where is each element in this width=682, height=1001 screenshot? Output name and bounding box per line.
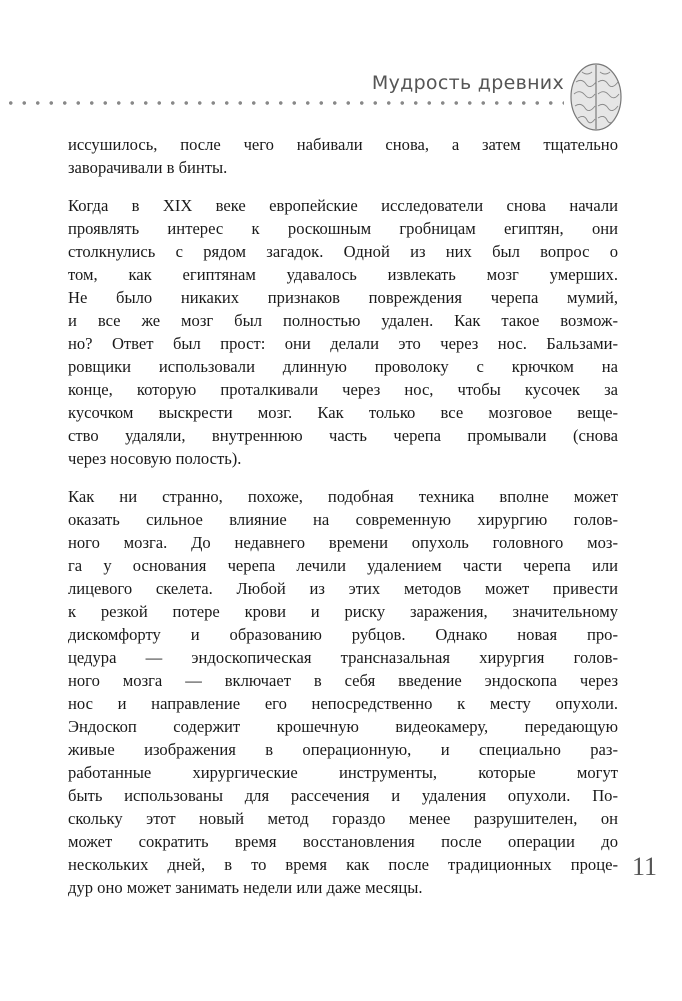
paragraph-3 xyxy=(68,485,618,899)
text-line: дискомфорту и образованию рубцов. Однако новая про- xyxy=(68,625,618,644)
text-line: ного мозга. До недавнего времени опухоль головного моз- xyxy=(68,533,618,552)
text-line: через носовую полость). xyxy=(68,449,242,468)
text-line: ровщики использовали длинную проволоку с крючком на xyxy=(68,357,618,376)
text-line: работанные хирургические инструменты, которые могут xyxy=(68,763,618,782)
text-line: живые изображения в операционную, и специально раз- xyxy=(68,740,618,759)
paragraph-1 xyxy=(68,133,618,179)
text-line: может сократить время восстановления после операции до xyxy=(68,832,618,851)
text-line: лицевого скелета. Любой из этих методов может привести xyxy=(68,579,618,598)
text-line: оказать сильное влияние на современную хирургию голов- xyxy=(68,510,618,529)
text-line: быть использованы для рассечения и удаления опухоли. По- xyxy=(68,786,618,805)
brain-icon xyxy=(568,62,624,132)
text-line: дур оно может занимать недели или даже месяцы. xyxy=(68,878,423,897)
text-line: нос и направление его непосредственно к месту опухоли. xyxy=(68,694,618,713)
text-line: столкнулись с рядом загадок. Одной из них был вопрос о xyxy=(68,242,618,261)
paragraph-2 xyxy=(68,194,618,470)
text-line: Не было никаких признаков повреждения черепа мумий, xyxy=(68,288,618,307)
text-line: Как ни странно, похоже, подобная техника вполне может xyxy=(68,487,618,506)
text-line: нескольких дней, в то время как после традиционных проце- xyxy=(68,855,618,874)
text-line: ство удаляли, внутреннюю часть черепа промывали (снова xyxy=(68,426,618,445)
text-line: проявлять интерес к роскошным гробницам египтян, они xyxy=(68,219,618,238)
text-line: и все же мозг был полностью удален. Как такое возмож- xyxy=(68,311,618,330)
text-line: к резкой потере крови и риску заражения, значительному xyxy=(68,602,618,621)
text-line: конце, которую проталкивали через нос, чтобы кусочек за xyxy=(68,380,618,399)
dotted-rule xyxy=(4,101,564,105)
text-line: Когда в XIX веке европейские исследователи снова начали xyxy=(68,196,618,215)
text-line: скольку этот новый метод гораздо менее разрушителен, он xyxy=(68,809,618,828)
running-header-title: Мудрость древних xyxy=(371,72,564,94)
text-line: ного мозга — включает в себя введение эндоскопа через xyxy=(68,671,618,690)
text-line: заворачивали в бинты. xyxy=(68,158,228,177)
text-line: цедура — эндоскопическая трансназальная хирургия голов- xyxy=(68,648,618,667)
text-line: Эндоскоп содержит крошечную видеокамеру, передающую xyxy=(68,717,618,736)
text-line: но? Ответ был прост: они делали это через нос. Бальзами- xyxy=(68,334,618,353)
text-line: кусочком выскрести мозг. Как только все мозговое веще- xyxy=(68,403,618,422)
text-column xyxy=(68,133,618,914)
text-line: иссушилось, после чего набивали снова, а затем тщательно xyxy=(68,135,618,154)
text-line: том, как египтянам удавалось извлекать мозг умерших. xyxy=(68,265,618,284)
text-line: га у основания черепа лечили удалением части черепа или xyxy=(68,556,618,575)
page-number: 11 xyxy=(632,852,658,881)
